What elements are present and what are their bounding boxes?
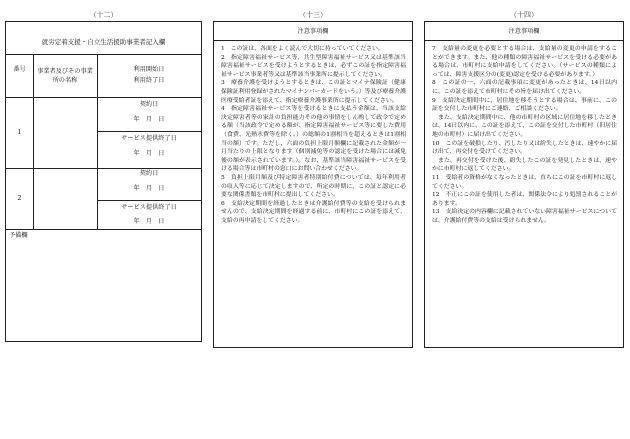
- divider: [6, 168, 201, 169]
- provider-record-form: [5, 21, 202, 342]
- page-number: （十三）: [299, 11, 327, 19]
- note-5: 5 負担上限月額及び特定障害者特別給付費については、毎年利用者の収入等に応じて決定しますので、所定の時期に、この証と認定に必要な関係書類を市町村に提出してください。: [221, 174, 406, 199]
- notes-heading: 注意事項欄: [508, 28, 540, 35]
- page-13: [213, 10, 413, 348]
- notes-frame: [213, 21, 413, 348]
- note-1: 1 この証は、各面をよく読んで大切に持っていてください。: [221, 46, 384, 52]
- remarks-label: 予備欄: [9, 232, 28, 239]
- note-13: 13 支給決定の内容欄に記載されていない障害福祉サービスについては、介護給付費等の支給は受けられません。: [432, 209, 617, 224]
- date-field: 年 月 日: [133, 218, 165, 225]
- note-2: 2 指定障害福祉サービス等、共生型障害福祉サービス又は基準該当障害福祉サービスを受けようとするときは、必ずこの証を指定障害福祉サービス事業者等又は基準該当事業所に提示してください。: [221, 54, 406, 78]
- divider: [425, 40, 623, 41]
- contract-date-label: 契約日: [139, 170, 159, 177]
- divider: [6, 229, 201, 230]
- date-field: 年 月 日: [133, 116, 165, 123]
- divider: [6, 54, 201, 55]
- number-header: 番号: [13, 66, 26, 73]
- column-line: [33, 54, 34, 229]
- service-end-label: サービス提供終了日: [121, 135, 177, 142]
- divider: [97, 131, 201, 132]
- note-8: 8 この証の一、六面の記載事項に変更があったときは、14日以内に、この証を添えて市町村にその旨を届け出てください。: [432, 80, 617, 95]
- date-field: 年 月 日: [133, 150, 165, 157]
- note-7: 7 支給量の変更を必要とする場合は、支給量の変更の申請をすることができます。また、他の種類の障害福祉サービスを受ける必要がある場合は、市町村に支給申請をしてください。（サービスの種類によっては、障害支援区分の(変更)認定を受ける必要があります。）: [432, 46, 617, 78]
- note-10-continued: また、再交付を受けた後、紛失したこの証を発見したときは、速やかに市町村に返してください。: [432, 157, 617, 173]
- contract-date-label: 契約日: [139, 101, 159, 108]
- note-4: 4 指定障害福祉サービス等を受けるときに支払う金額は、当該支給決定障害者等の家計の負担能力その他の事情をしん酌して政令で定める額（当該政令で定める額が、指定障害福祉サービス等に要した費用（食費、光熱水費等を除く。）の総額の1割相当を超えるときは1割相当の額）です。ただし、六面の負担上限月額欄に記載された金額が一月当たりの上限となります（個別減免等の認定を受けた場合には減免後の額が表示されています。）。なお、基準該当障害福祉サービスを受ける場合等は市町村の窓口にお問い合わせください。: [221, 106, 406, 173]
- use-end-header: 利用終了日: [133, 77, 165, 84]
- page-14: [424, 10, 624, 348]
- notes-frame: [424, 21, 624, 348]
- page-number: （十四）: [510, 11, 538, 19]
- entry-number: 1: [17, 129, 22, 136]
- note-9: 9 支給決定期間中に、居住地を移そうとする場合は、事前に、この証を交付した市町村にご連絡、ご相談ください。: [432, 97, 617, 113]
- note-9-continued: また、支給決定期間中に、他の市町村の区域に居住地を移したときは、14日以内に、この証を添えて、この証を交付した市町村（旧居住地の市町村）に届け出てください。: [432, 114, 617, 138]
- form-title: 就労定着支援・自立生活援助事業者記入欄: [41, 38, 166, 46]
- note-6: 6 支給決定期間を経過したときは介護給付費等の支給を受けられませんので、支給決定期間を経過する前に、市町村にこの証を添えて、支給の再申請をしてください。: [221, 200, 406, 224]
- note-12: 12 不正にこの証を使用した者は、関係法令により処罰されることがあります。: [432, 192, 617, 207]
- entry-number: 2: [17, 195, 22, 202]
- note-11: 11 受給者の資格がなくなったときは、直ちにこの証を市町村に返してください。: [432, 174, 617, 190]
- page-12: [5, 10, 202, 342]
- divider: [214, 40, 412, 41]
- provider-header: 事業者及びその事業所の名称: [37, 68, 93, 84]
- note-10: 10 この証を破損したり、汚したり又は紛失したときは、速やかに届け出て、再交付を受けてください。: [432, 140, 617, 156]
- use-start-header: 利用開始日: [133, 66, 165, 73]
- page-number: （十二）: [89, 11, 118, 19]
- divider: [97, 200, 201, 201]
- notes-list: [221, 45, 406, 225]
- notes-list: [432, 45, 617, 225]
- note-3: 3 療養介護を受けようとするときは、この証とマイナ保険証（健康保険証利用登録がされたマイナンバーカードをいう。）等及び療養介護医療受給者証を添えて、指定療養介護事業所に提示してください。: [221, 80, 406, 104]
- divider: [6, 97, 201, 98]
- notes-heading: 注意事項欄: [297, 28, 329, 35]
- date-field: 年 月 日: [133, 185, 165, 192]
- service-end-label: サービス提供終了日: [121, 204, 177, 211]
